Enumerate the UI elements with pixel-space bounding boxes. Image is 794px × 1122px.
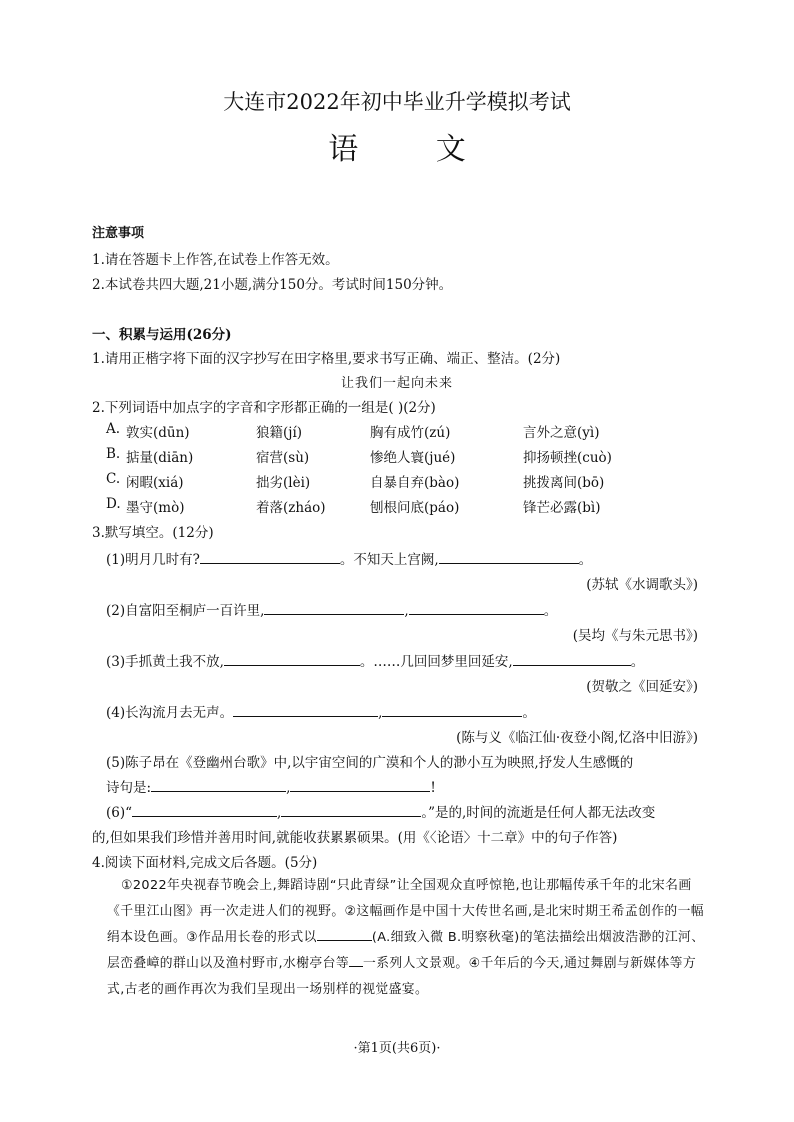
answer-blank[interactable] xyxy=(264,602,404,615)
note-item-2: 2.本试卷共四大题,21小题,满分150分。考试时间150分钟。 xyxy=(92,277,453,293)
option-word: 闲暇(xiá) xyxy=(126,475,184,491)
fill-text: , xyxy=(277,805,282,821)
option-word: 锋芒必露(bì) xyxy=(523,500,601,516)
fill-line-2 xyxy=(106,599,557,619)
option-word: 墨守(mò) xyxy=(126,500,185,516)
section-heading: 一、积累与运用(26分) xyxy=(92,327,232,343)
passage-text: ①2022年央视春节晚会上,舞蹈诗剧“只此青绿”让全国观众直呼惊艳,也让那幅传承千年的北宋名画《千里江山图》再一次走进人们的视野。②这幅画作是中国十大传世名画,是北宋时期王希孟创作的一幅绢本设色画。③作品用长卷的形式以 xyxy=(107,878,705,945)
answer-blank[interactable] xyxy=(233,704,378,717)
option-word: 挑拨离间(bō) xyxy=(523,475,605,491)
fill-text: (4)长沟流月去无声。 xyxy=(106,705,234,721)
fill-text: 。 xyxy=(578,552,593,568)
answer-blank[interactable] xyxy=(349,954,363,967)
fill-line-6b: 的,但如果我们珍惜并善用时间,就能收获累累硕果。(用《〈论语〉十二章》中的句子作答) xyxy=(92,830,618,846)
notes-heading: 注意事项 xyxy=(92,226,145,241)
fill-line-6 xyxy=(106,801,655,821)
passage-text: (A.细致入微 B.明察秋毫)的笔法描绘出烟波浩渺的江河、层峦叠嶂的群山以及渔村野市,水榭亭台等 xyxy=(107,930,705,971)
answer-blank[interactable] xyxy=(513,653,631,666)
reading-passage xyxy=(107,873,707,1003)
option-label: B. xyxy=(106,446,121,462)
fill-text: 。……几回回梦里回延安, xyxy=(359,654,513,670)
answer-blank[interactable] xyxy=(439,551,579,564)
option-word: 拙劣(lèi) xyxy=(256,475,311,491)
fill-text: 。 xyxy=(630,654,645,670)
fill-text: 。”是的,时间的流逝是任何人都无法改变 xyxy=(421,805,656,821)
fill-line-3 xyxy=(106,650,644,670)
fill-text: (6)“ xyxy=(106,805,133,821)
fill-text: (2)自富阳至桐庐一百许里, xyxy=(106,603,265,619)
option-label: D. xyxy=(106,496,121,512)
option-word: 言外之意(yì) xyxy=(523,425,600,441)
passage-text: 一系列人文景观。④千年后的今天,通过舞剧与新媒体等方式,古老的画作再次为我们呈现出一场别样的视觉盛宴。 xyxy=(107,956,697,997)
fill-line-5b xyxy=(106,776,436,796)
fill-text: 诗句是: xyxy=(106,780,152,796)
option-word: 自暴自弃(bào) xyxy=(370,475,460,491)
option-word: 惨绝人寰(jué) xyxy=(370,450,456,466)
option-word: 敦实(dūn) xyxy=(126,425,190,441)
note-item-1: 1.请在答题卡上作答,在试卷上作答无效。 xyxy=(92,252,339,268)
fill-text: (1)明月几时有? xyxy=(106,552,200,568)
copy-text: 让我们一起向未来 xyxy=(340,376,453,391)
fill-text: ! xyxy=(430,780,436,796)
option-word: 刨根问底(páo) xyxy=(370,500,460,516)
fill-text: , xyxy=(404,603,409,619)
question-1: 1.请用正楷字将下面的汉字抄写在田字格里,要求书写正确、端正、整洁。(2分) xyxy=(92,351,561,367)
source-3: (贺敬之《回延安》) xyxy=(586,679,698,695)
source-4: (陈与义《临江仙·夜登小阁,忆洛中旧游》) xyxy=(456,730,698,746)
option-word: 抑扬顿挫(cuò) xyxy=(523,450,612,466)
subject-title: 语 文 xyxy=(328,132,500,167)
fill-text: , xyxy=(286,780,291,796)
fill-text: , xyxy=(378,705,383,721)
question-3: 3.默写填空。(12分) xyxy=(92,525,214,541)
answer-blank[interactable] xyxy=(200,551,340,564)
question-2: 2.下列词语中加点字的字音和字形都正确的一组是( )(2分) xyxy=(92,400,436,416)
answer-blank[interactable] xyxy=(290,779,430,792)
option-word: 胸有成竹(zú) xyxy=(370,425,451,441)
answer-blank[interactable] xyxy=(317,928,372,941)
fill-line-4 xyxy=(106,701,536,721)
answer-blank[interactable] xyxy=(409,602,544,615)
exam-title: 大连市2022年初中毕业升学模拟考试 xyxy=(223,90,571,114)
answer-blank[interactable] xyxy=(382,704,522,717)
option-word: 狼籍(jí) xyxy=(256,425,303,441)
question-4: 4.阅读下面材料,完成文后各题。(5分) xyxy=(92,855,318,871)
page-number: ·第1页(共6页)· xyxy=(353,1041,441,1056)
answer-blank[interactable] xyxy=(151,779,286,792)
answer-blank[interactable] xyxy=(132,804,277,817)
fill-line-1 xyxy=(106,548,592,568)
source-2: (吴均《与朱元思书》) xyxy=(572,628,698,644)
answer-blank[interactable] xyxy=(224,653,360,666)
source-1: (苏轼《水调歌头》) xyxy=(586,577,698,593)
fill-text: (3)手抓黄土我不放, xyxy=(106,654,224,670)
option-word: 着落(zháo) xyxy=(256,500,326,516)
option-label: A. xyxy=(106,421,121,437)
answer-blank[interactable] xyxy=(281,804,421,817)
option-word: 宿营(sù) xyxy=(256,450,310,466)
option-label: C. xyxy=(106,471,121,487)
option-word: 掂量(diān) xyxy=(126,450,194,466)
fill-text: 。 xyxy=(522,705,536,721)
fill-text: 。 xyxy=(543,603,558,619)
fill-line-5: (5)陈子昂在《登幽州台歌》中,以宇宙空间的广漠和个人的渺小互为映照,抒发人生感慨的 xyxy=(106,755,634,771)
fill-text: 。不知天上宫阙, xyxy=(339,552,439,568)
